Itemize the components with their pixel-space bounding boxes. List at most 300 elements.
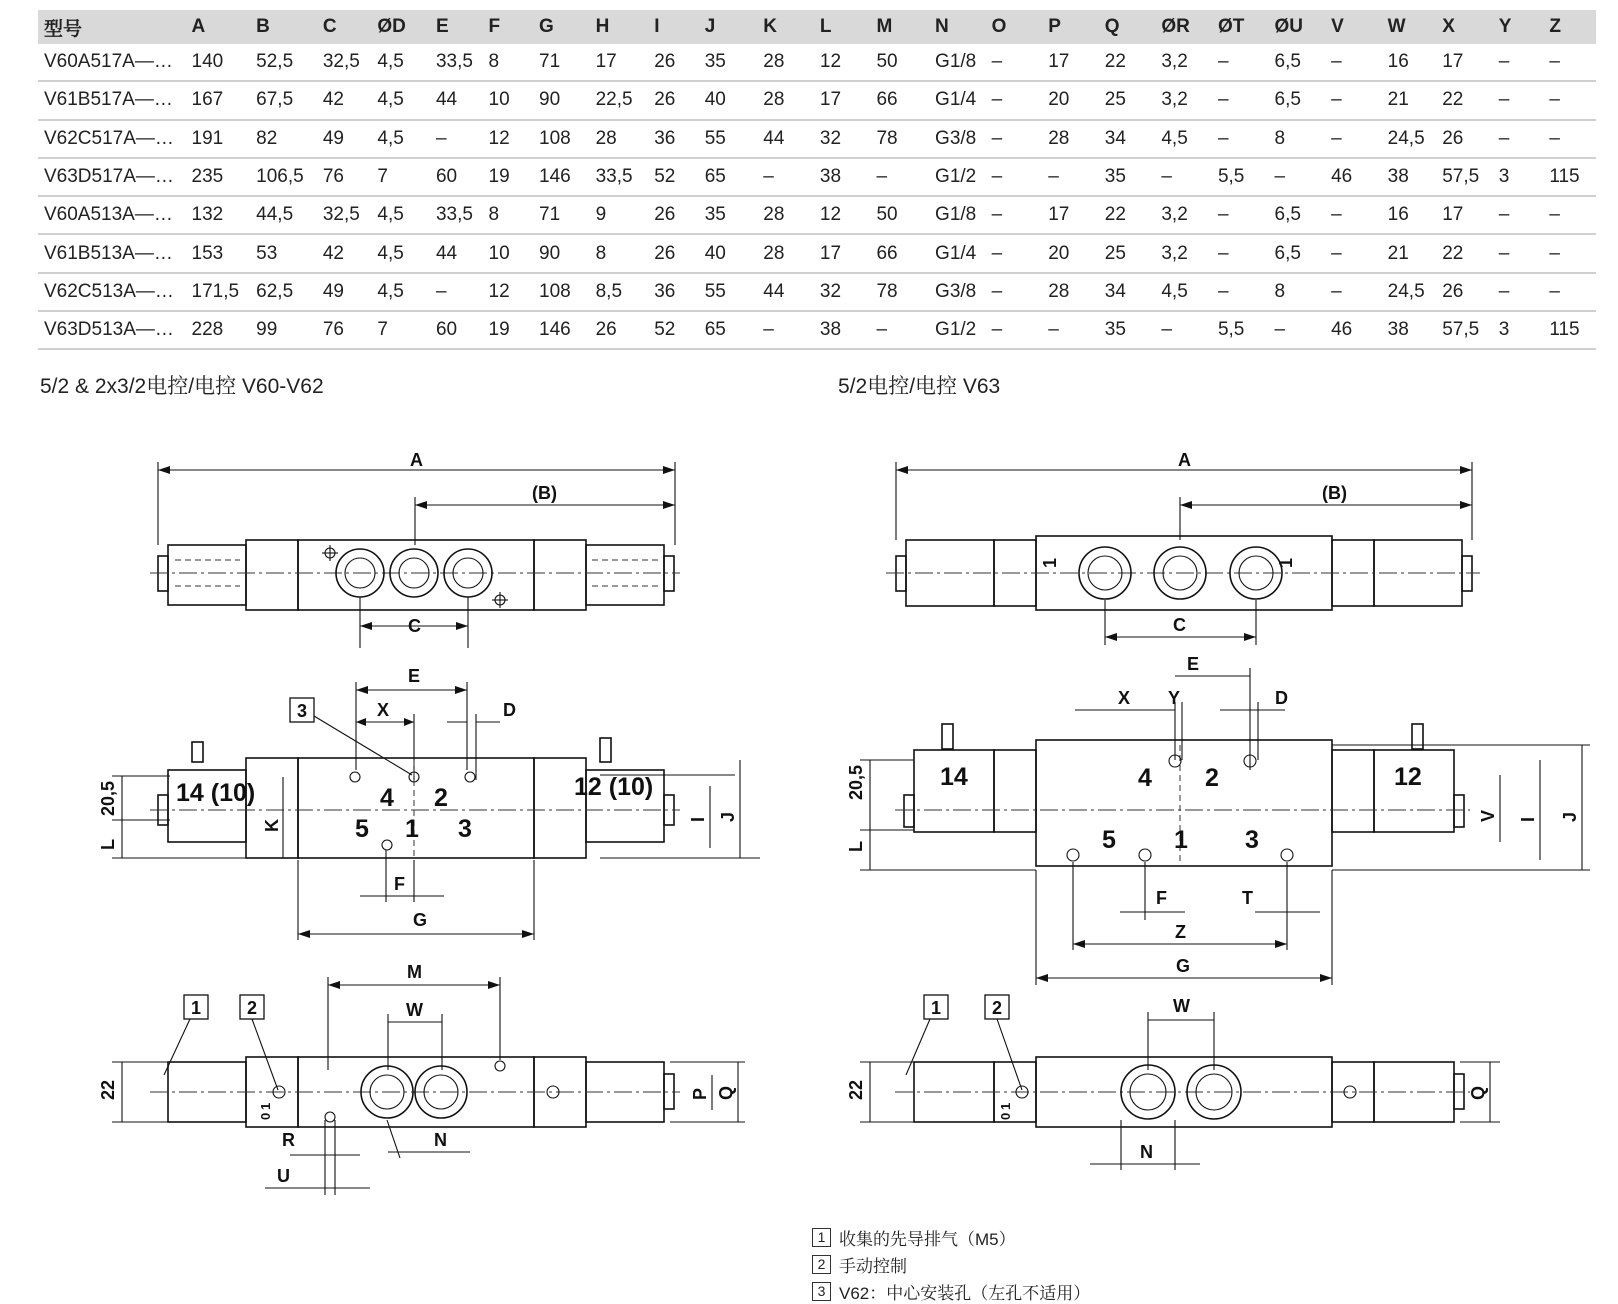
callout-2-left: 2 <box>247 998 258 1018</box>
table-cell: 52 <box>648 158 699 196</box>
dim-label-b: (B) <box>532 483 557 503</box>
table-cell: – <box>1493 196 1544 234</box>
table-cell: 108 <box>533 120 590 158</box>
table-cell: 3,2 <box>1155 81 1212 119</box>
dim-label-j-right: J <box>1560 811 1580 822</box>
column-header: H <box>590 10 649 44</box>
table-cell: 33,5 <box>430 196 483 234</box>
callout-2-right: 2 <box>992 998 1003 1018</box>
table-cell: 6,5 <box>1269 234 1326 272</box>
dim-label-g-left: G <box>413 910 428 930</box>
table-cell: 228 <box>186 311 251 349</box>
port-label-1-left: 1 <box>405 815 419 843</box>
table-cell: 12 <box>814 44 871 81</box>
table-cell: – <box>986 158 1043 196</box>
port-label-14-10: 14 (10) <box>176 779 256 807</box>
table-cell: 8 <box>590 234 649 272</box>
table-cell: 26 <box>590 311 649 349</box>
dim-label-d-right: D <box>1275 688 1288 708</box>
port-label-4-right: 4 <box>1138 764 1152 792</box>
table-cell: 33,5 <box>430 44 483 81</box>
table-cell: 35 <box>1099 311 1156 349</box>
column-header: ØR <box>1155 10 1212 44</box>
table-cell: 28 <box>757 44 814 81</box>
table-cell: 22 <box>1436 81 1493 119</box>
table-cell: – <box>1493 234 1544 272</box>
table-cell: – <box>986 44 1043 81</box>
table-cell: 76 <box>317 311 372 349</box>
table-cell: 4,5 <box>371 120 430 158</box>
table-cell: – <box>1212 120 1269 158</box>
table-cell: 60 <box>430 311 483 349</box>
column-header: B <box>250 10 317 44</box>
section-title-v60-v62: 5/2 & 2x3/2电控/电控 V60-V62 <box>40 375 324 398</box>
table-cell: 40 <box>699 81 758 119</box>
table-cell: 17 <box>1436 44 1493 81</box>
table-cell: 108 <box>533 273 590 311</box>
right-bottom-view <box>846 995 1500 1170</box>
table-cell: 35 <box>699 44 758 81</box>
table-cell: 42 <box>317 234 372 272</box>
column-header: E <box>430 10 483 44</box>
table-cell: 8 <box>483 196 534 234</box>
dim-label-1-top-left: 1 <box>1040 557 1060 568</box>
model-cell: V60A513A—… <box>38 196 186 234</box>
table-cell: – <box>1493 120 1544 158</box>
table-cell: 146 <box>533 158 590 196</box>
dim-label-m: M <box>407 962 422 982</box>
column-header: Q <box>1099 10 1156 44</box>
table-cell: G1/8 <box>929 44 986 81</box>
table-cell: 65 <box>699 158 758 196</box>
port-label-2-left: 2 <box>434 784 448 812</box>
table-cell: 153 <box>186 234 251 272</box>
table-cell: 76 <box>317 158 372 196</box>
legend-item-3 <box>812 1279 1090 1304</box>
table-cell: – <box>870 158 929 196</box>
legend-item-2 <box>812 1252 907 1277</box>
table-cell: 6,5 <box>1269 81 1326 119</box>
table-cell: 44 <box>430 81 483 119</box>
dim-label-w-right: W <box>1173 996 1190 1016</box>
table-cell: 26 <box>648 196 699 234</box>
table-cell: 24,5 <box>1382 120 1437 158</box>
model-cell: V62C513A—… <box>38 273 186 311</box>
port-label-3-left: 3 <box>458 815 472 843</box>
dim-label-20-5-right: 20,5 <box>846 764 866 800</box>
table-cell: – <box>1543 44 1596 81</box>
table-cell: 25 <box>1099 81 1156 119</box>
port-label-3-right: 3 <box>1245 826 1259 854</box>
table-cell: 44,5 <box>250 196 317 234</box>
manual-label-1-left: 1 <box>258 1102 273 1110</box>
manual-label-1-right: 1 <box>998 1102 1013 1110</box>
legend-number-3: 3 <box>812 1282 831 1301</box>
dim-label-20-5-left: 20,5 <box>98 780 118 816</box>
table-cell: – <box>1493 44 1544 81</box>
port-label-12: 12 <box>1394 763 1422 791</box>
dim-label-z: Z <box>1175 922 1186 942</box>
table-cell: – <box>1042 311 1099 349</box>
table-cell: 167 <box>186 81 251 119</box>
table-cell: 35 <box>1099 158 1156 196</box>
table-cell: 4,5 <box>371 81 430 119</box>
table-cell: 115 <box>1543 158 1596 196</box>
table-cell: 53 <box>250 234 317 272</box>
dim-label-22-left: 22 <box>98 1079 118 1100</box>
column-header: F <box>483 10 534 44</box>
dim-label-a: A <box>410 450 423 470</box>
manual-label-0-right: 0 <box>998 1112 1013 1120</box>
port-label-1-right: 1 <box>1174 826 1188 854</box>
table-cell: 52 <box>648 311 699 349</box>
table-cell: 66 <box>870 81 929 119</box>
table-cell: – <box>1212 273 1269 311</box>
table-cell: – <box>1042 158 1099 196</box>
dim-label-x-right: X <box>1118 688 1131 708</box>
port-label-4-left: 4 <box>380 784 394 812</box>
table-cell: – <box>1269 311 1326 349</box>
table-cell: 4,5 <box>371 234 430 272</box>
table-cell: 21 <box>1382 81 1437 119</box>
column-header: ØD <box>371 10 430 44</box>
model-cell: V63D517A—… <box>38 158 186 196</box>
table-cell: 17 <box>1042 196 1099 234</box>
table-cell: 32 <box>814 120 871 158</box>
left-bottom-view <box>98 962 745 1195</box>
table-cell: 82 <box>250 120 317 158</box>
table-cell: – <box>1493 273 1544 311</box>
table-cell: 40 <box>699 234 758 272</box>
table-cell: 50 <box>870 196 929 234</box>
dim-label-c-right: C <box>1173 615 1186 635</box>
dim-label-f-right: F <box>1156 888 1167 908</box>
callout-3-left: 3 <box>297 701 308 721</box>
table-cell: 57,5 <box>1436 311 1493 349</box>
table-cell: 19 <box>483 311 534 349</box>
table-cell: 8 <box>1269 273 1326 311</box>
column-header: K <box>757 10 814 44</box>
table-cell: – <box>1493 81 1544 119</box>
dim-label-e-right: E <box>1187 654 1200 674</box>
legend-number-2: 2 <box>812 1255 831 1274</box>
right-front-view <box>846 654 1590 985</box>
dim-label-r: R <box>282 1130 295 1150</box>
table-cell: 44 <box>430 234 483 272</box>
table-cell: 32,5 <box>317 196 372 234</box>
column-header: M <box>870 10 929 44</box>
port-label-5-right: 5 <box>1102 826 1116 854</box>
table-cell: 32 <box>814 273 871 311</box>
table-cell: 21 <box>1382 234 1437 272</box>
dim-label-k: K <box>262 819 282 832</box>
table-cell: 99 <box>250 311 317 349</box>
table-cell: 12 <box>814 196 871 234</box>
table-cell: G3/8 <box>929 273 986 311</box>
left-front-view <box>98 666 760 940</box>
table-cell: 6,5 <box>1269 44 1326 81</box>
table-cell: 46 <box>1325 311 1382 349</box>
column-header: A <box>186 10 251 44</box>
column-header: L <box>814 10 871 44</box>
dim-label-q-left: Q <box>716 1085 736 1100</box>
table-cell: – <box>1325 234 1382 272</box>
table-cell: – <box>1325 196 1382 234</box>
table-cell: 4,5 <box>1155 120 1212 158</box>
table-cell: 132 <box>186 196 251 234</box>
table-cell: 71 <box>533 196 590 234</box>
dim-label-u: U <box>277 1166 290 1186</box>
table-cell: – <box>986 311 1043 349</box>
table-cell: 36 <box>648 120 699 158</box>
model-cell: V62C517A—… <box>38 120 186 158</box>
callout-1-left: 1 <box>191 998 202 1018</box>
table-cell: 55 <box>699 273 758 311</box>
column-header: N <box>929 10 986 44</box>
table-cell: 65 <box>699 311 758 349</box>
table-cell: – <box>1325 120 1382 158</box>
table-cell: – <box>1543 120 1596 158</box>
table-cell: 49 <box>317 273 372 311</box>
table-cell: 3,2 <box>1155 234 1212 272</box>
model-cell: V61B513A—… <box>38 234 186 272</box>
table-cell: – <box>1155 311 1212 349</box>
dim-label-i-left: I <box>688 816 708 822</box>
column-header: O <box>986 10 1043 44</box>
table-cell: 8 <box>483 44 534 81</box>
table-cell: 4,5 <box>371 196 430 234</box>
table-cell: – <box>1325 44 1382 81</box>
table-cell: 38 <box>1382 311 1437 349</box>
legend-number-1: 1 <box>812 1228 831 1247</box>
column-header: X <box>1436 10 1493 44</box>
column-header: V <box>1325 10 1382 44</box>
table-cell: 17 <box>590 44 649 81</box>
table-cell: 49 <box>317 120 372 158</box>
table-cell: G1/2 <box>929 158 986 196</box>
right-top-view <box>886 450 1480 645</box>
table-cell: – <box>1212 196 1269 234</box>
table-cell: – <box>1212 234 1269 272</box>
table-cell: 46 <box>1325 158 1382 196</box>
table-cell: 3,2 <box>1155 196 1212 234</box>
legend-text-1: 收集的先导排气（M5） <box>839 1230 1016 1249</box>
dim-label-l-right: L <box>846 841 866 852</box>
table-cell: 38 <box>814 158 871 196</box>
table-cell: 171,5 <box>186 273 251 311</box>
table-cell: 44 <box>757 120 814 158</box>
dim-label-f-left: F <box>394 874 405 894</box>
table-cell: 8 <box>1269 120 1326 158</box>
dim-label-e: E <box>408 666 421 686</box>
table-cell: 146 <box>533 311 590 349</box>
table-cell: 34 <box>1099 273 1156 311</box>
dim-label-a-right: A <box>1178 450 1191 470</box>
column-header: ØU <box>1269 10 1326 44</box>
table-cell: 20 <box>1042 81 1099 119</box>
table-cell: – <box>1543 234 1596 272</box>
table-cell: G1/4 <box>929 81 986 119</box>
table-cell: 90 <box>533 81 590 119</box>
table-cell: – <box>986 234 1043 272</box>
table-cell: 22 <box>1436 234 1493 272</box>
table-cell: 12 <box>483 120 534 158</box>
column-header: Y <box>1493 10 1544 44</box>
table-cell: 10 <box>483 81 534 119</box>
dim-label-i-right: I <box>1518 816 1538 822</box>
table-cell: 20 <box>1042 234 1099 272</box>
table-cell: – <box>1155 158 1212 196</box>
dim-label-l-left: L <box>98 839 118 850</box>
table-cell: 35 <box>699 196 758 234</box>
table-cell: 17 <box>814 234 871 272</box>
table-cell: 90 <box>533 234 590 272</box>
column-header: P <box>1042 10 1099 44</box>
table-cell: 8,5 <box>590 273 649 311</box>
table-cell: 60 <box>430 158 483 196</box>
table-cell: 17 <box>1436 196 1493 234</box>
table-cell: – <box>1325 81 1382 119</box>
table-cell: 52,5 <box>250 44 317 81</box>
table-cell: 9 <box>590 196 649 234</box>
table-cell: 26 <box>648 234 699 272</box>
table-cell: G1/8 <box>929 196 986 234</box>
legend-text-2: 手动控制 <box>839 1257 907 1276</box>
table-cell: 7 <box>371 311 430 349</box>
dim-label-n-left: N <box>434 1130 447 1150</box>
table-cell: 28 <box>757 196 814 234</box>
table-cell: 24,5 <box>1382 273 1437 311</box>
dim-label-t: T <box>1242 888 1253 908</box>
column-header: ØT <box>1212 10 1269 44</box>
table-cell: 32,5 <box>317 44 372 81</box>
table-cell: 28 <box>590 120 649 158</box>
left-top-view <box>150 450 680 648</box>
table-cell: 44 <box>757 273 814 311</box>
port-label-5-left: 5 <box>355 815 369 843</box>
table-cell: 55 <box>699 120 758 158</box>
table-cell: 12 <box>483 273 534 311</box>
table-cell: 71 <box>533 44 590 81</box>
table-cell: 66 <box>870 234 929 272</box>
table-cell: 57,5 <box>1436 158 1493 196</box>
callout-1-right: 1 <box>931 998 942 1018</box>
table-cell: 140 <box>186 44 251 81</box>
port-label-14: 14 <box>940 763 968 791</box>
table-cell: 28 <box>1042 120 1099 158</box>
column-header: C <box>317 10 372 44</box>
table-cell: 4,5 <box>371 44 430 81</box>
table-cell: 106,5 <box>250 158 317 196</box>
table-cell: – <box>870 311 929 349</box>
model-cell: V63D513A—… <box>38 311 186 349</box>
model-cell: V60A517A—… <box>38 44 186 81</box>
column-header: J <box>699 10 758 44</box>
table-cell: 34 <box>1099 120 1156 158</box>
table-cell: 22 <box>1099 44 1156 81</box>
table-cell: 38 <box>814 311 871 349</box>
table-cell: 3,2 <box>1155 44 1212 81</box>
table-cell: 26 <box>1436 120 1493 158</box>
port-label-2-right: 2 <box>1205 764 1219 792</box>
table-cell: 22 <box>1099 196 1156 234</box>
table-cell: – <box>1543 81 1596 119</box>
table-cell: 67,5 <box>250 81 317 119</box>
table-cell: 7 <box>371 158 430 196</box>
table-cell: G1/2 <box>929 311 986 349</box>
table-cell: 115 <box>1543 311 1596 349</box>
table-cell: – <box>430 273 483 311</box>
column-header: W <box>1382 10 1437 44</box>
legend-item-1 <box>812 1225 1016 1250</box>
dim-label-g-right: G <box>1176 956 1191 976</box>
table-cell: 26 <box>648 81 699 119</box>
legend-text-3: V62：中心安装孔（左孔不适用） <box>839 1284 1091 1303</box>
table-cell: 191 <box>186 120 251 158</box>
dim-label-n-right: N <box>1140 1142 1153 1162</box>
table-cell: – <box>1269 158 1326 196</box>
table-cell: 42 <box>317 81 372 119</box>
table-cell: – <box>986 196 1043 234</box>
column-header: Z <box>1543 10 1596 44</box>
table-cell: 19 <box>483 158 534 196</box>
table-cell: 28 <box>1042 273 1099 311</box>
dim-label-1-top-right: 1 <box>1276 557 1296 568</box>
model-cell: V61B517A—… <box>38 81 186 119</box>
table-cell: 38 <box>1382 158 1437 196</box>
dim-label-22-right: 22 <box>846 1079 866 1100</box>
column-header: I <box>648 10 699 44</box>
column-header: G <box>533 10 590 44</box>
table-cell: 3 <box>1493 158 1544 196</box>
dim-label-j-left: J <box>718 811 738 822</box>
table-cell: 78 <box>870 273 929 311</box>
table-cell: G1/4 <box>929 234 986 272</box>
table-cell: – <box>1325 273 1382 311</box>
table-cell: – <box>1212 81 1269 119</box>
table-cell: 6,5 <box>1269 196 1326 234</box>
dim-label-w-left: W <box>406 1000 423 1020</box>
table-cell: 28 <box>757 234 814 272</box>
table-cell: 16 <box>1382 196 1437 234</box>
table-cell: 62,5 <box>250 273 317 311</box>
table-cell: – <box>1543 196 1596 234</box>
table-cell: 26 <box>1436 273 1493 311</box>
table-cell: 22,5 <box>590 81 649 119</box>
dim-label-b-right: (B) <box>1322 483 1347 503</box>
dim-label-y: Y <box>1168 688 1181 708</box>
table-cell: – <box>1543 273 1596 311</box>
table-cell: – <box>430 120 483 158</box>
table-cell: 16 <box>1382 44 1437 81</box>
table-cell: 4,5 <box>1155 273 1212 311</box>
table-cell: 3 <box>1493 311 1544 349</box>
table-cell: – <box>757 311 814 349</box>
dim-label-p-left: P <box>690 1087 710 1100</box>
table-cell: 5,5 <box>1212 311 1269 349</box>
table-cell: 25 <box>1099 234 1156 272</box>
column-header: 型号 <box>38 10 186 44</box>
dim-label-q-right: Q <box>1468 1085 1488 1100</box>
table-cell: 235 <box>186 158 251 196</box>
table-cell: 17 <box>1042 44 1099 81</box>
table-cell: 10 <box>483 234 534 272</box>
dim-label-c: C <box>408 616 421 636</box>
table-cell: 28 <box>757 81 814 119</box>
dim-label-d: D <box>503 700 516 720</box>
table-cell: 17 <box>814 81 871 119</box>
table-cell: – <box>986 81 1043 119</box>
